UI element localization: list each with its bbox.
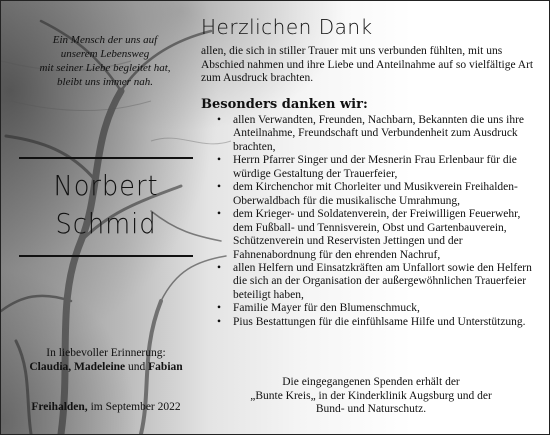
list-item: [217, 114, 539, 154]
memory-intro: In liebevoller Erinnerung:: [46, 347, 166, 359]
bullet-icon: •: [217, 181, 222, 194]
list-item-text: Herrn Pfarrer Singer und der Mesnerin Frau Erlenbaur für die würdige Gestaltung der Trauerfeier,: [233, 154, 517, 180]
mourner-names-a: Claudia, Madeleine: [29, 361, 126, 373]
motto-line: unserem Lebensweg: [60, 48, 150, 60]
list-item-text: Familie Mayer für den Blumenschmuck,: [233, 302, 420, 315]
mourners-names: [15, 360, 197, 374]
list-item-text: Pius Bestattungen für die einfühlsame Hilfe und Unterstützung.: [233, 315, 526, 328]
list-item-text: allen Helfern und Einsatzkräften am Unfallort sowie den Helfern die sich an der Organisation der außergewöhnlichen Trauerfeier beteiligt haben,: [233, 261, 532, 301]
donation-note: [201, 376, 541, 417]
deceased-last-name: Schmid: [55, 207, 157, 240]
bullet-icon: •: [217, 208, 222, 221]
date: im September 2022: [90, 401, 181, 413]
donation-line: Bund- und Naturschutz.: [315, 403, 427, 415]
list-item: [217, 316, 539, 329]
list-item: [217, 181, 539, 208]
bullet-icon: •: [217, 114, 222, 126]
thanks-list: [217, 114, 539, 329]
mourner-names-b: Fabian: [148, 361, 183, 373]
divider-bottom: [19, 255, 193, 257]
deceased-first-name: Norbert: [53, 169, 159, 202]
mourner-conjunction: und: [128, 361, 146, 373]
motto-line: mit seiner Liebe begleitet hat,: [39, 62, 171, 74]
bullet-icon: •: [217, 302, 222, 315]
list-item-text: dem Kirchenchor mit Chorleiter und Musikverein Freihalden-Oberwaldbach für die musikalische Umrahmung,: [233, 181, 518, 207]
list-item: [217, 302, 539, 315]
donation-line: „Bunte Kreis„ in der Kinderklinik Augsburg und der: [250, 389, 492, 402]
thanks-intro: allen, die sich in stiller Trauer mit uns verbunden fühlten, mit uns Abschied nahmen und ihre Liebe und Anteilnahme auf so vielfältige Art zum Ausdruck brachten.: [201, 45, 534, 85]
memory-block: [15, 346, 197, 374]
place: Freihalden,: [31, 401, 88, 413]
list-item: [217, 154, 539, 181]
bullet-icon: •: [217, 154, 222, 167]
bullet-icon: •: [217, 315, 222, 328]
thanks-title: Herzlichen Dank: [201, 15, 373, 39]
list-item-text: dem Krieger- und Soldatenverein, der Freiwilligen Feuerwehr, dem Fußball- und Tennisverein, Obst und Gartenbauverein, Schützenverein und Reservisten Jettingen und der Fahnenabordnung für den ehrenden Nachruf,: [233, 208, 521, 261]
list-item: [217, 208, 539, 262]
divider-top: [19, 157, 193, 159]
list-item-text: allen Verwandten, Freunden, Nachbarn, Bekannten die uns ihre Anteilnahme, Freundschaft und Verbundenheit zum Ausdruck brachten,: [233, 114, 525, 153]
motto-line: Ein Mensch der uns auf: [52, 34, 158, 46]
thanks-heading: Besonders danken wir:: [201, 97, 368, 112]
bullet-icon: •: [217, 261, 222, 274]
list-item: [217, 262, 539, 302]
motto-line: bleibt uns immer nah.: [57, 76, 153, 88]
donation-line: Die eingegangenen Spenden erhält der: [282, 376, 460, 388]
place-date: [15, 401, 197, 413]
memorial-motto: [15, 33, 195, 89]
